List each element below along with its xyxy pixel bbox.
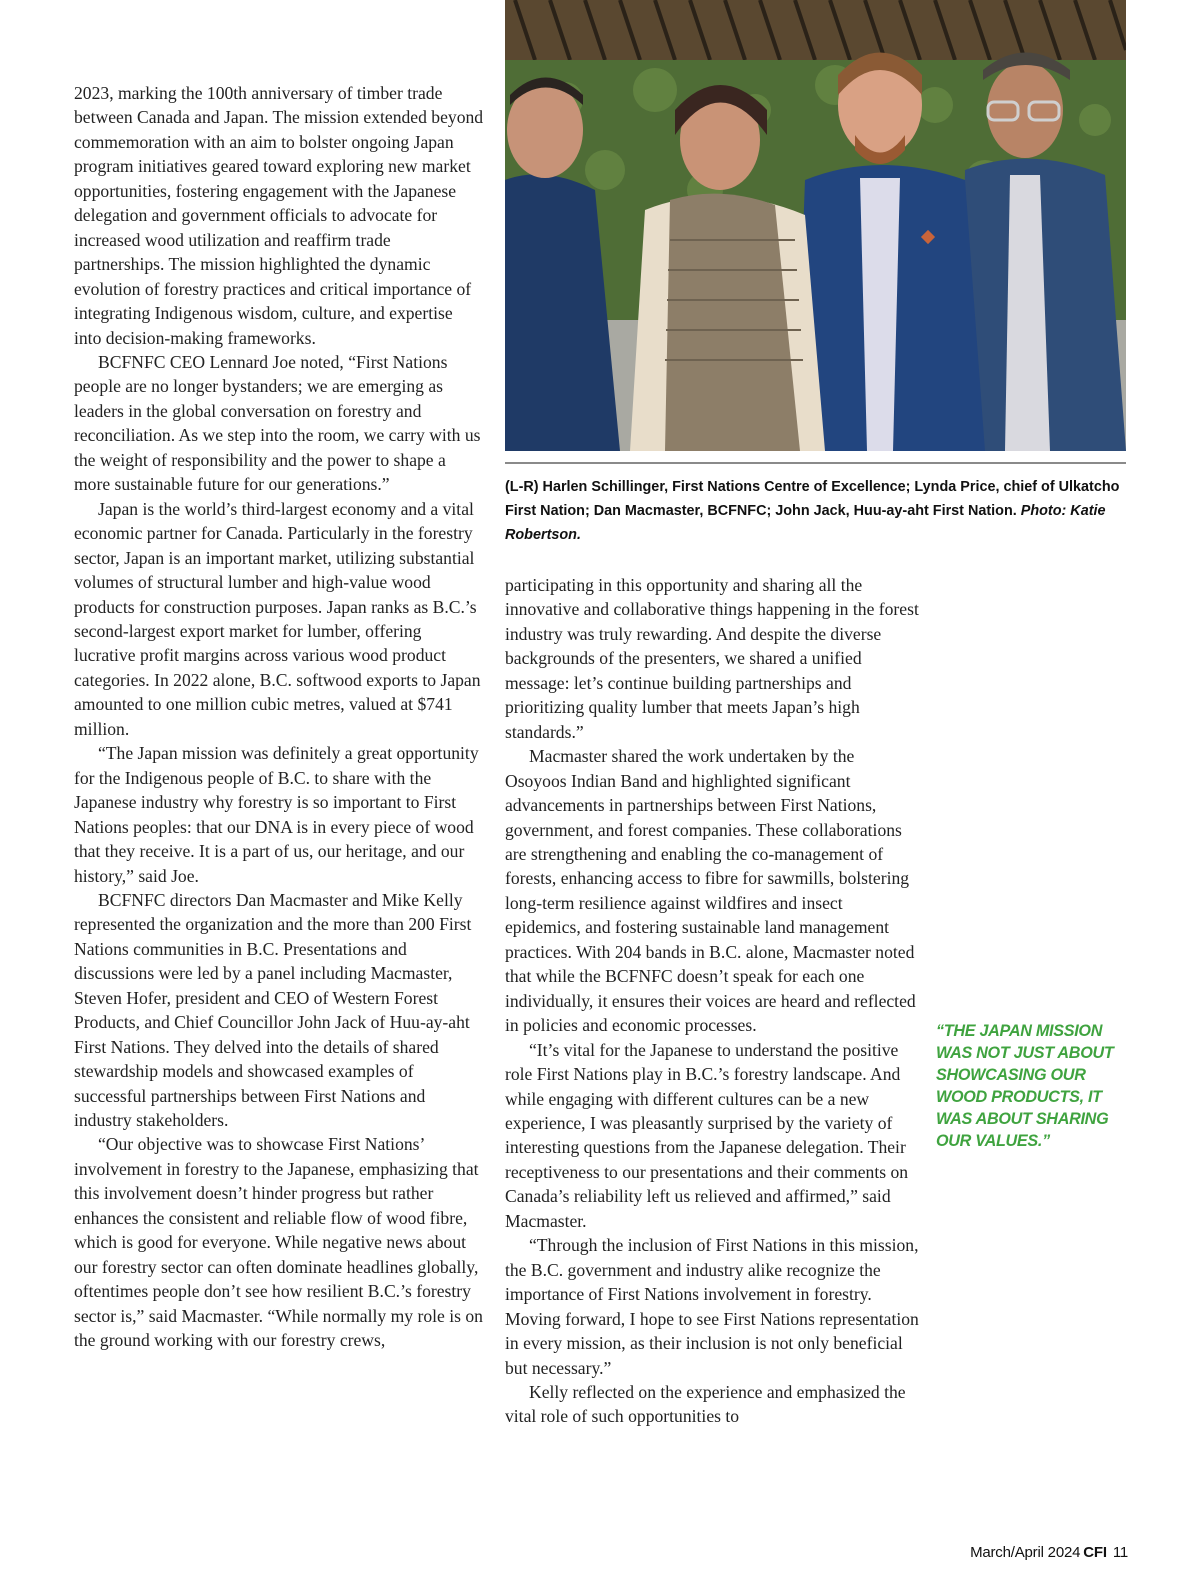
caption-text: (L-R) Harlen Schillinger, First Nations Centre of Excellence; Lynda Price, chief of Ulkatcho First Nation; Dan Macmaster, BCFNFC; John Jack, Huu-ay-aht First Nation. — [505, 479, 1120, 519]
photo-caption — [505, 475, 1126, 547]
photo-divider — [505, 462, 1126, 464]
paragraph: BCFNFC CEO Lennard Joe noted, “First Nations people are no longer bystanders; we are emerging as leaders in the global conversation on forestry and reconciliation. As we step into the room, we carry with us the weight of responsibility and the power to shape a more sustainable future for our generations.” — [74, 351, 481, 495]
page-number: 11 — [1112, 1544, 1128, 1561]
paragraph: “The Japan mission was definitely a great opportunity for the Indigenous people of B.C. to share with the Japanese industry why forestry is so important to First Nations peoples: that our DNA is in every piece of wood that they receive. It is a part of us, our heritage, and our history,” said Joe. — [74, 743, 479, 886]
paragraph: “It’s vital for the Japanese to understand the positive role First Nations play in B.C.’s forestry landscape. And while engaging with different cultures can be a new experience, I was pleasantly surprised by the variety of interesting questions from the Japanese delegation. Their receptiveness to our presentations and their comments on Canada’s reliability left us relieved and affirmed,” said Macmaster. — [505, 1039, 909, 1231]
photo-illustration — [505, 0, 1126, 451]
ceiling — [505, 0, 1126, 60]
group-photo — [505, 0, 1126, 451]
paragraph: “Our objective was to showcase First Nations’ involvement in forestry to the Japanese, emphasizing that this involvement doesn’t hinder progress but rather enhances the consistent and reliable flow of wood fibre, which is good for everyone. While negative news about our forestry sector can often dominate headlines globally, oftentimes people don’t see how resilient B.C.’s forestry sector is,” said Macmaster. “While normally my role is on the ground working with our forestry crews, — [74, 1134, 483, 1351]
article-column-right — [505, 573, 920, 1429]
article-column-left — [74, 81, 484, 1353]
page-footer — [970, 1544, 1128, 1561]
paragraph: “Through the inclusion of First Nations in this mission, the B.C. government and industry alike recognize the importance of First Nations involvement in forestry. Moving forward, I hope to see First Nations representation in every mission, as their inclusion is not only beneficial but necessary.” — [505, 1235, 919, 1378]
paragraph: participating in this opportunity and sharing all the innovative and collaborative things happening in the forest industry was truly rewarding. And despite the diverse backgrounds of the presenters, we shared a unified message: let’s continue building partnerships and prioritizing quality lumber that meets Japan’s high standards.” — [505, 575, 919, 742]
paragraph: Japan is the world’s third-largest economy and a vital economic partner for Canada. Particularly in the forestry sector, Japan is an important market, utilizing substantial volumes of structural lumber and high-value wood products for construction purposes. Japan ranks as B.C.’s second-largest export market for lumber, offering lucrative profit margins across various wood product categories. In 2022 alone, B.C. softwood exports to Japan amounted to one million cubic metres, valued at $741 million. — [74, 498, 481, 739]
paragraph: Kelly reflected on the experience and emphasized the vital role of such opportunities to — [505, 1381, 906, 1427]
paragraph: Macmaster shared the work undertaken by the Osoyoos Indian Band and highlighted significant advancements in partnerships between First Nations, government, and forest companies. These collaborations are strengthening and enabling the co-management of forests, enhancing access to fibre for sawmills, bolstering long-term resilience against wildfires and insect epidemics, and fostering sustainable land management practices. With 204 bands in B.C. alone, Macmaster noted that while the BCFNFC doesn’t speak for each one individually, it ensures their voices are heard and reflected in policies and economic processes. — [505, 746, 916, 1036]
paragraph: 2023, marking the 100th anniversary of timber trade between Canada and Japan. The mission extended beyond commemoration with an aim to bolster ongoing Japan program initiatives geared toward exploring new market opportunities, fostering engagement with the Japanese delegation and government officials to advocate for increased wood utilization and reaffirm trade partnerships. The mission highlighted the dynamic evolution of forestry practices and critical importance of integrating Indigenous wisdom, culture, and expertise into decision-making frameworks. — [74, 83, 484, 348]
publication-name: CFI — [1083, 1544, 1107, 1561]
issue-date: March/April 2024 — [970, 1544, 1081, 1561]
paragraph: BCFNFC directors Dan Macmaster and Mike Kelly represented the organization and the more than 200 First Nations communities in B.C. Presentations and discussions were led by a panel including Macmaster, Steven Hofer, president and CEO of Western Forest Products, and Chief Councillor John Jack of Huu-ay-aht First Nations. They delved into the details of shared stewardship models and showcased examples of successful partnerships between First Nations and industry stakeholders. — [74, 889, 472, 1131]
pull-quote: “THE JAPAN MISSION WAS NOT JUST ABOUT SHOWCASING OUR WOOD PRODUCTS, IT WAS ABOUT SHARING OUR VALUES.” — [936, 1022, 1114, 1150]
photo-credit: Photo: Katie Robertson. — [505, 503, 1106, 543]
